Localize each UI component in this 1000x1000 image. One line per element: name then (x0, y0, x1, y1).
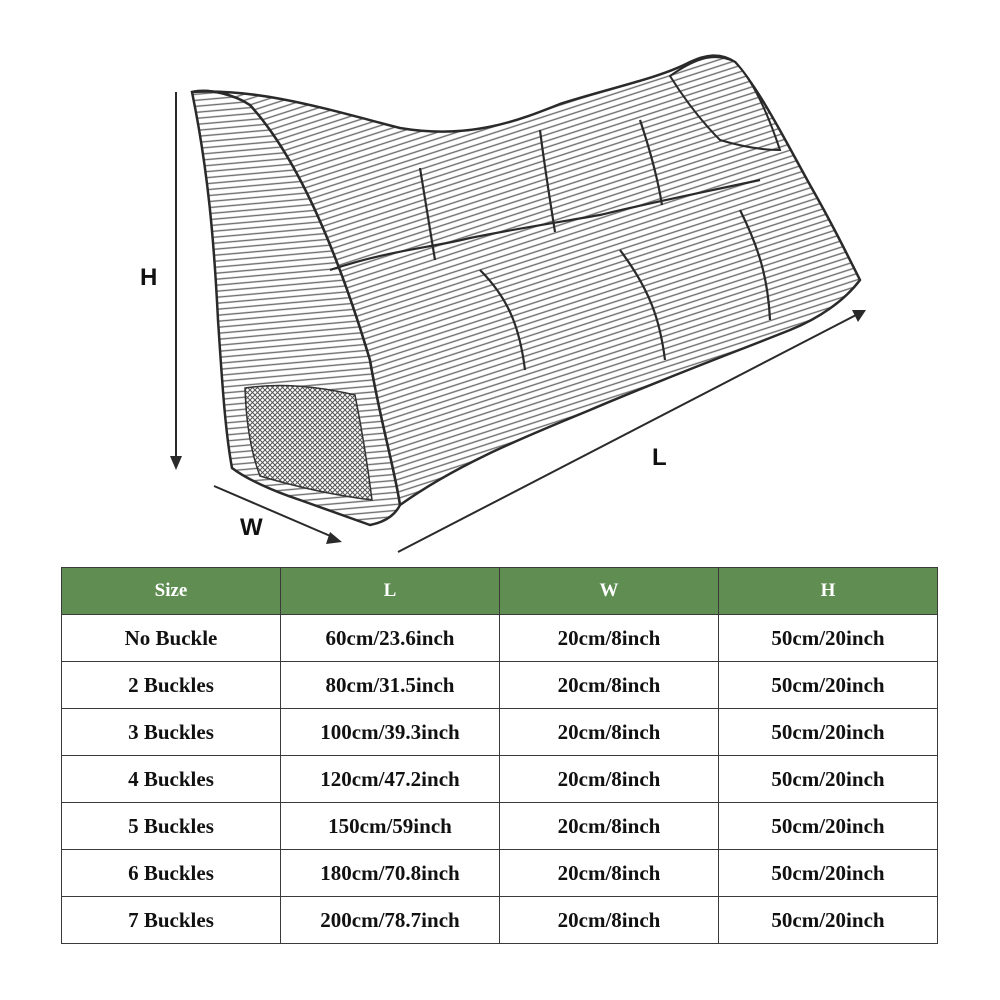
header-height: H (719, 568, 938, 615)
width-cell: 20cm/8inch (500, 756, 719, 803)
size-cell: 4 Buckles (62, 756, 281, 803)
width-cell: 20cm/8inch (500, 709, 719, 756)
table-header-row (62, 568, 938, 615)
height-cell: 50cm/20inch (719, 897, 938, 944)
height-cell: 50cm/20inch (719, 803, 938, 850)
table-row (62, 803, 938, 850)
length-cell: 120cm/47.2inch (281, 756, 500, 803)
height-cell: 50cm/20inch (719, 662, 938, 709)
length-label: L (652, 444, 667, 471)
size-cell: 5 Buckles (62, 803, 281, 850)
header-width: W (500, 568, 719, 615)
size-cell: 2 Buckles (62, 662, 281, 709)
length-cell: 60cm/23.6inch (281, 615, 500, 662)
width-cell: 20cm/8inch (500, 897, 719, 944)
table-row (62, 756, 938, 803)
length-cell: 80cm/31.5inch (281, 662, 500, 709)
height-cell: 50cm/20inch (719, 850, 938, 897)
height-label: H (140, 264, 158, 291)
header-size: Size (62, 568, 281, 615)
height-cell: 50cm/20inch (719, 709, 938, 756)
width-cell: 20cm/8inch (500, 803, 719, 850)
table-row (62, 662, 938, 709)
table-row (62, 897, 938, 944)
size-cell: 3 Buckles (62, 709, 281, 756)
width-cell: 20cm/8inch (500, 850, 719, 897)
table-row (62, 850, 938, 897)
table-row (62, 615, 938, 662)
width-cell: 20cm/8inch (500, 662, 719, 709)
size-cell: 6 Buckles (62, 850, 281, 897)
length-cell: 150cm/59inch (281, 803, 500, 850)
table-row (62, 709, 938, 756)
header-length: L (281, 568, 500, 615)
length-cell: 100cm/39.3inch (281, 709, 500, 756)
height-arrow (170, 92, 182, 470)
height-cell: 50cm/20inch (719, 615, 938, 662)
width-label: W (240, 514, 263, 541)
length-cell: 180cm/70.8inch (281, 850, 500, 897)
length-cell: 200cm/78.7inch (281, 897, 500, 944)
size-cell: No Buckle (62, 615, 281, 662)
width-cell: 20cm/8inch (500, 615, 719, 662)
size-cell: 7 Buckles (62, 897, 281, 944)
height-cell: 50cm/20inch (719, 756, 938, 803)
size-table (61, 567, 938, 944)
